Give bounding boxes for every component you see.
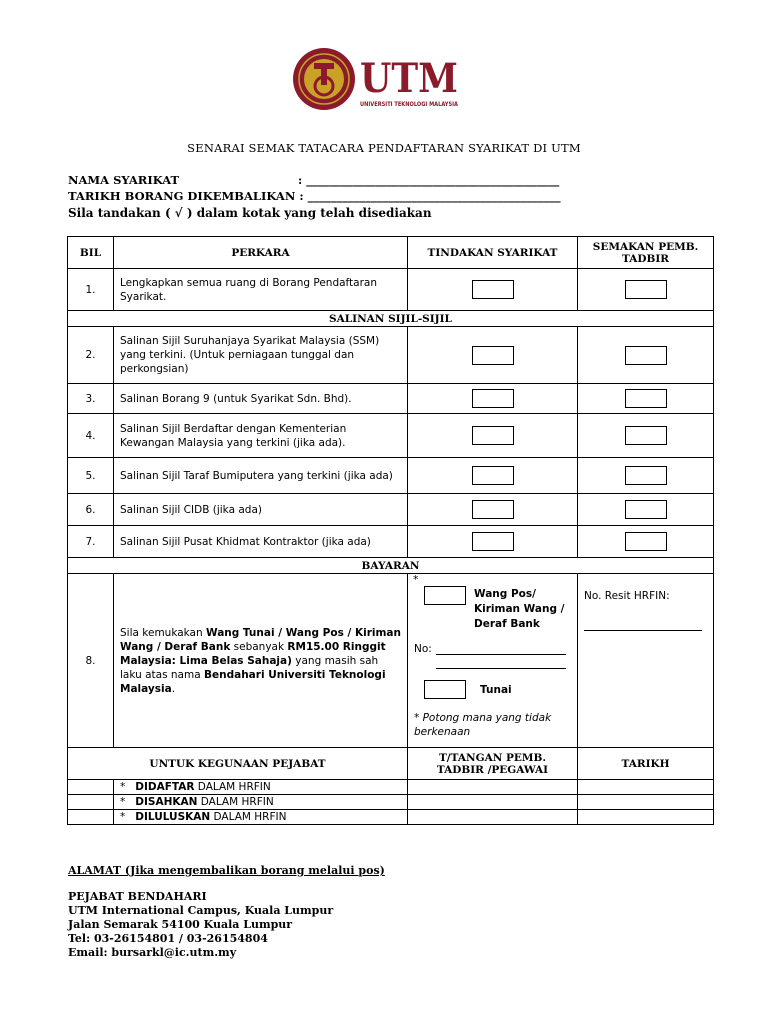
table-row (68, 384, 714, 414)
address-line: Jalan Semarak 54100 Kuala Lumpur (68, 918, 293, 931)
utm-crest-icon (292, 46, 462, 112)
no-line[interactable] (436, 654, 566, 655)
logo-subtitle: UNIVERSITI TEKNOLOGI MALAYSIA (360, 101, 459, 108)
address-block (68, 890, 333, 960)
option-wangpos: Wang Pos/ Kiriman Wang / Deraf Bank (474, 588, 565, 630)
header-perkara: PERKARA (114, 237, 408, 269)
address-line: Email: bursarkl@ic.utm.my (68, 946, 237, 959)
semakan-checkbox[interactable] (625, 532, 667, 551)
semakan-checkbox[interactable] (625, 280, 667, 299)
tunai-checkbox[interactable] (424, 680, 466, 699)
tindakan-checkbox[interactable] (472, 346, 514, 365)
office-row: * DISAHKAN DALAM HRFIN (68, 795, 714, 810)
utm-logo (292, 46, 462, 112)
office-date-cell[interactable] (578, 780, 714, 795)
payment-instruction: Sila kemukakan Wang Tunai / Wang Pos / Kiriman Wang / Deraf Bank sebanyak RM15.00 Ringgit Malaysia: Lima Belas Sahaja) yang masih sah laku atas nama Bendahari Universiti Teknologi Malaysia. (114, 574, 408, 748)
row-bil: 1. (68, 269, 114, 311)
tindakan-checkbox[interactable] (472, 389, 514, 408)
page-title: SENARAI SEMAK TATACARA PENDAFTARAN SYARIKAT DI UTM (187, 141, 581, 155)
tindakan-checkbox[interactable] (472, 280, 514, 299)
row-bil: 8. (68, 574, 114, 748)
header-bil: BIL (68, 237, 114, 269)
wangpos-checkbox[interactable] (424, 586, 466, 605)
semakan-checkbox[interactable] (625, 466, 667, 485)
option-tunai: Tunai (480, 684, 512, 696)
office-sign-cell[interactable] (408, 780, 578, 795)
tindakan-checkbox[interactable] (472, 466, 514, 485)
row-text: Salinan Borang 9 (untuk Syarikat Sdn. Bhd). (114, 384, 408, 414)
resit-line[interactable] (584, 630, 702, 631)
address-line: PEJABAT BENDAHARI (68, 890, 207, 903)
table-row (68, 269, 714, 311)
office-sign-cell[interactable] (408, 795, 578, 810)
table-row (68, 526, 714, 558)
tarikh-line[interactable]: ____________________________________________ (307, 189, 561, 203)
tarikh-field (68, 189, 561, 203)
row-bil: 5. (68, 458, 114, 494)
office-ttangan: T/TANGAN PEMB. TADBIR /PEGAWAI (408, 748, 578, 780)
office-title: UNTUK KEGUNAAN PEJABAT (68, 748, 408, 780)
row-bil: 3. (68, 384, 114, 414)
checklist-table (67, 236, 714, 825)
tarikh-label: TARIKH BORANG DIKEMBALIKAN : (68, 189, 304, 203)
resit-label: No. Resit HRFIN: (584, 590, 670, 602)
section-salinan: SALINAN SIJIL-SIJIL (68, 311, 714, 327)
table-header-row (68, 237, 714, 269)
instruction: Sila tandakan ( √ ) dalam kotak yang telah disediakan (68, 206, 432, 220)
row-text: Salinan Sijil Pusat Khidmat Kontraktor (jika ada) (114, 526, 408, 558)
semakan-checkbox[interactable] (625, 346, 667, 365)
note-potong: * Potong mana yang tidak berkenaan (414, 712, 552, 738)
row-bil: 2. (68, 327, 114, 384)
table-row (68, 494, 714, 526)
header-tindakan: TINDAKAN SYARIKAT (408, 237, 578, 269)
semakan-checkbox[interactable] (625, 500, 667, 519)
logo-text: UTM (360, 55, 458, 102)
row-bil: 7. (68, 526, 114, 558)
star-mark: * (413, 574, 419, 586)
section-bayaran: BAYARAN (68, 558, 714, 574)
office-date-cell[interactable] (578, 810, 714, 825)
office-sign-cell[interactable] (408, 810, 578, 825)
no-label: No: (414, 643, 432, 655)
semakan-checkbox[interactable] (625, 389, 667, 408)
semakan-checkbox[interactable] (625, 426, 667, 445)
office-date-cell[interactable] (578, 795, 714, 810)
nama-label: NAMA SYARIKAT (68, 173, 180, 187)
header-semakan: SEMAKAN PEMB. TADBIR (578, 237, 714, 269)
nama-line[interactable]: : ____________________________________________ (298, 173, 560, 187)
tindakan-checkbox[interactable] (472, 532, 514, 551)
table-row (68, 414, 714, 458)
office-row: * DILULUSKAN DALAM HRFIN (68, 810, 714, 825)
address-line: UTM International Campus, Kuala Lumpur (68, 904, 334, 917)
row-bil: 6. (68, 494, 114, 526)
payment-row (68, 574, 714, 748)
nama-syarikat-field (68, 173, 559, 187)
table-row (68, 327, 714, 384)
tindakan-checkbox[interactable] (472, 426, 514, 445)
office-header-row (68, 748, 714, 780)
tindakan-checkbox[interactable] (472, 500, 514, 519)
row-text: Lengkapkan semua ruang di Borang Pendaftaran Syarikat. (114, 269, 408, 311)
row-text: Salinan Sijil Taraf Bumiputera yang terkini (jika ada) (114, 458, 408, 494)
table-row (68, 458, 714, 494)
row-text: Salinan Sijil Berdaftar dengan Kementerian Kewangan Malaysia yang terkini (jika ada). (114, 414, 408, 458)
no-line-2[interactable] (436, 668, 566, 669)
address-line: Tel: 03-26154801 / 03-26154804 (68, 932, 268, 945)
address-title: ALAMAT (Jika mengembalikan borang melalui pos) (68, 864, 385, 877)
row-bil: 4. (68, 414, 114, 458)
row-text: Salinan Sijil CIDB (jika ada) (114, 494, 408, 526)
row-text: Salinan Sijil Suruhanjaya Syarikat Malaysia (SSM) yang terkini. (Untuk perniagaan tunggal dan perkongsian) (114, 327, 408, 384)
office-tarikh: TARIKH (578, 748, 714, 780)
office-row: * DIDAFTAR DALAM HRFIN (68, 780, 714, 795)
